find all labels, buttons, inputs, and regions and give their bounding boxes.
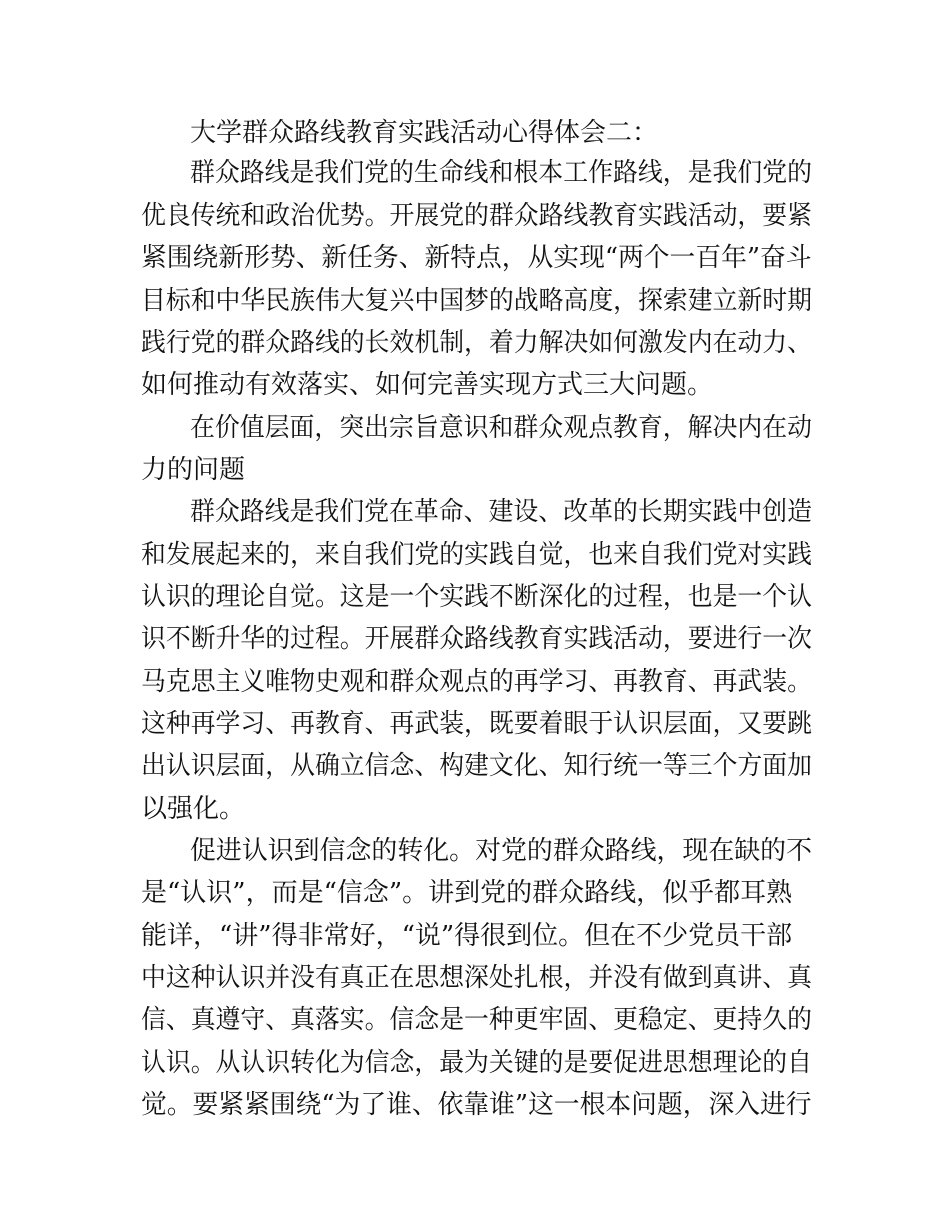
paragraph-line: 马克思主义唯物史观和群众观点的再学习、再教育、再武装。: [141, 667, 812, 697]
paragraph-line: 觉。要紧紧围绕“为了谁、依靠谁”这一根本问题，深入进行: [141, 1090, 812, 1120]
paragraph-line: 促进认识到信念的转化。对党的群众路线，现在缺的不: [190, 836, 813, 866]
paragraph-line: 识不断升华的过程。开展群众路线教育实践活动，要进行一次: [141, 624, 812, 654]
paragraph-line: 目标和中华民族伟大复兴中国梦的战略高度，探索建立新时期: [141, 286, 812, 316]
paragraph-line: 以强化。: [141, 794, 246, 824]
document-heading: 大学群众路线教育实践活动心得体会二：: [190, 118, 659, 148]
paragraph-line: 能详，“讲”得非常好，“说”得很到位。但在不少党员干部: [141, 921, 793, 951]
paragraph-line: 群众路线是我们党在革命、建设、改革的长期实践中创造: [190, 497, 812, 527]
paragraph-line: 这种再学习、再教育、再武装，既要着眼于认识层面，又要跳: [141, 709, 812, 739]
paragraph-line: 认识的理论自觉。这是一个实践不断深化的过程，也是一个认: [141, 582, 812, 612]
paragraph-line: 群众路线是我们党的生命线和根本工作路线，是我们党的: [190, 158, 812, 188]
paragraph-line: 出认识层面，从确立信念、构建文化、知行统一等三个方面加: [141, 751, 812, 781]
paragraph-line: 中这种认识并没有真正在思想深处扎根，并没有做到真讲、真: [141, 963, 812, 993]
paragraph-line: 优良传统和政治优势。开展党的群众路线教育实践活动，要紧: [141, 201, 812, 231]
paragraph-line: 如何推动有效落实、如何完善实现方式三大问题。: [141, 370, 714, 400]
paragraph-line: 紧围绕新形势、新任务、新特点，从实现“两个一百年”奋斗: [141, 243, 812, 273]
paragraph-line: 在价值层面，突出宗旨意识和群众观点教育，解决内在动: [190, 413, 812, 443]
paragraph-line: 认识。从认识转化为信念，最为关键的是要促进思想理论的自: [141, 1048, 812, 1078]
paragraph-line: 践行党的群众路线的长效机制，着力解决如何激发内在动力、: [141, 328, 812, 358]
paragraph-line: 是“认识”，而是“信念”。讲到党的群众路线，似乎都耳熟: [141, 878, 793, 908]
paragraph-line: 力的问题: [141, 455, 246, 485]
paragraph-line: 和发展起来的，来自我们党的实践自觉，也来自我们党对实践: [141, 540, 812, 570]
paragraph-line: 信、真遵守、真落实。信念是一种更牢固、更稳定、更持久的: [141, 1005, 812, 1035]
